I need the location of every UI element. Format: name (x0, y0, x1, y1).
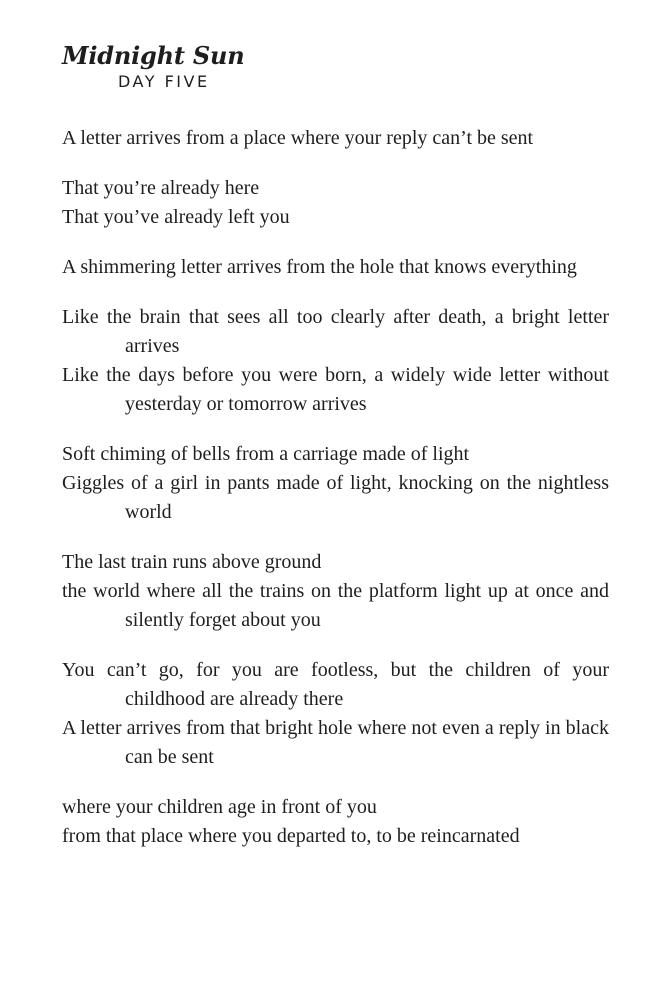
poem-line: Giggles of a girl in pants made of light, knocking on the nightless world (62, 472, 609, 523)
poem-line: Soft chiming of bells from a carriage made of light (62, 443, 470, 465)
stanza (62, 124, 609, 153)
stanza (62, 548, 609, 635)
poem-body (62, 124, 609, 851)
stanza (62, 656, 609, 772)
poem-line: That you’re already here (62, 177, 260, 199)
poem-line: where your children age in front of you (62, 796, 377, 818)
poem-page (62, 40, 609, 872)
stanza (62, 174, 609, 232)
poem-subtitle: DAY FIVE (118, 72, 210, 91)
poem-line: Like the brain that sees all too clearly after death, a bright letter arrives (62, 306, 609, 357)
poem-line: You can’t go, for you are footless, but the children of your childhood are already there (62, 659, 609, 710)
stanza (62, 793, 609, 851)
poem-line: A shimmering letter arrives from the hole that knows everything (62, 256, 577, 278)
poem-line: A letter arrives from a place where your reply can’t be sent (62, 127, 534, 149)
stanza (62, 253, 609, 282)
poem-line: The last train runs above ground (62, 551, 322, 573)
poem-line: Like the days before you were born, a widely wide letter without yesterday or tomorrow arrives (62, 364, 609, 415)
stanza (62, 303, 609, 419)
poem-line: the world where all the trains on the platform light up at once and silently forget about you (62, 580, 609, 631)
poem-line: That you’ve already left you (62, 206, 290, 228)
stanza (62, 440, 609, 527)
poem-line: from that place where you departed to, to be reincarnated (62, 825, 520, 847)
poem-title: Midnight Sun (62, 41, 245, 70)
poem-line: A letter arrives from that bright hole where not even a reply in black can be sent (62, 717, 609, 768)
